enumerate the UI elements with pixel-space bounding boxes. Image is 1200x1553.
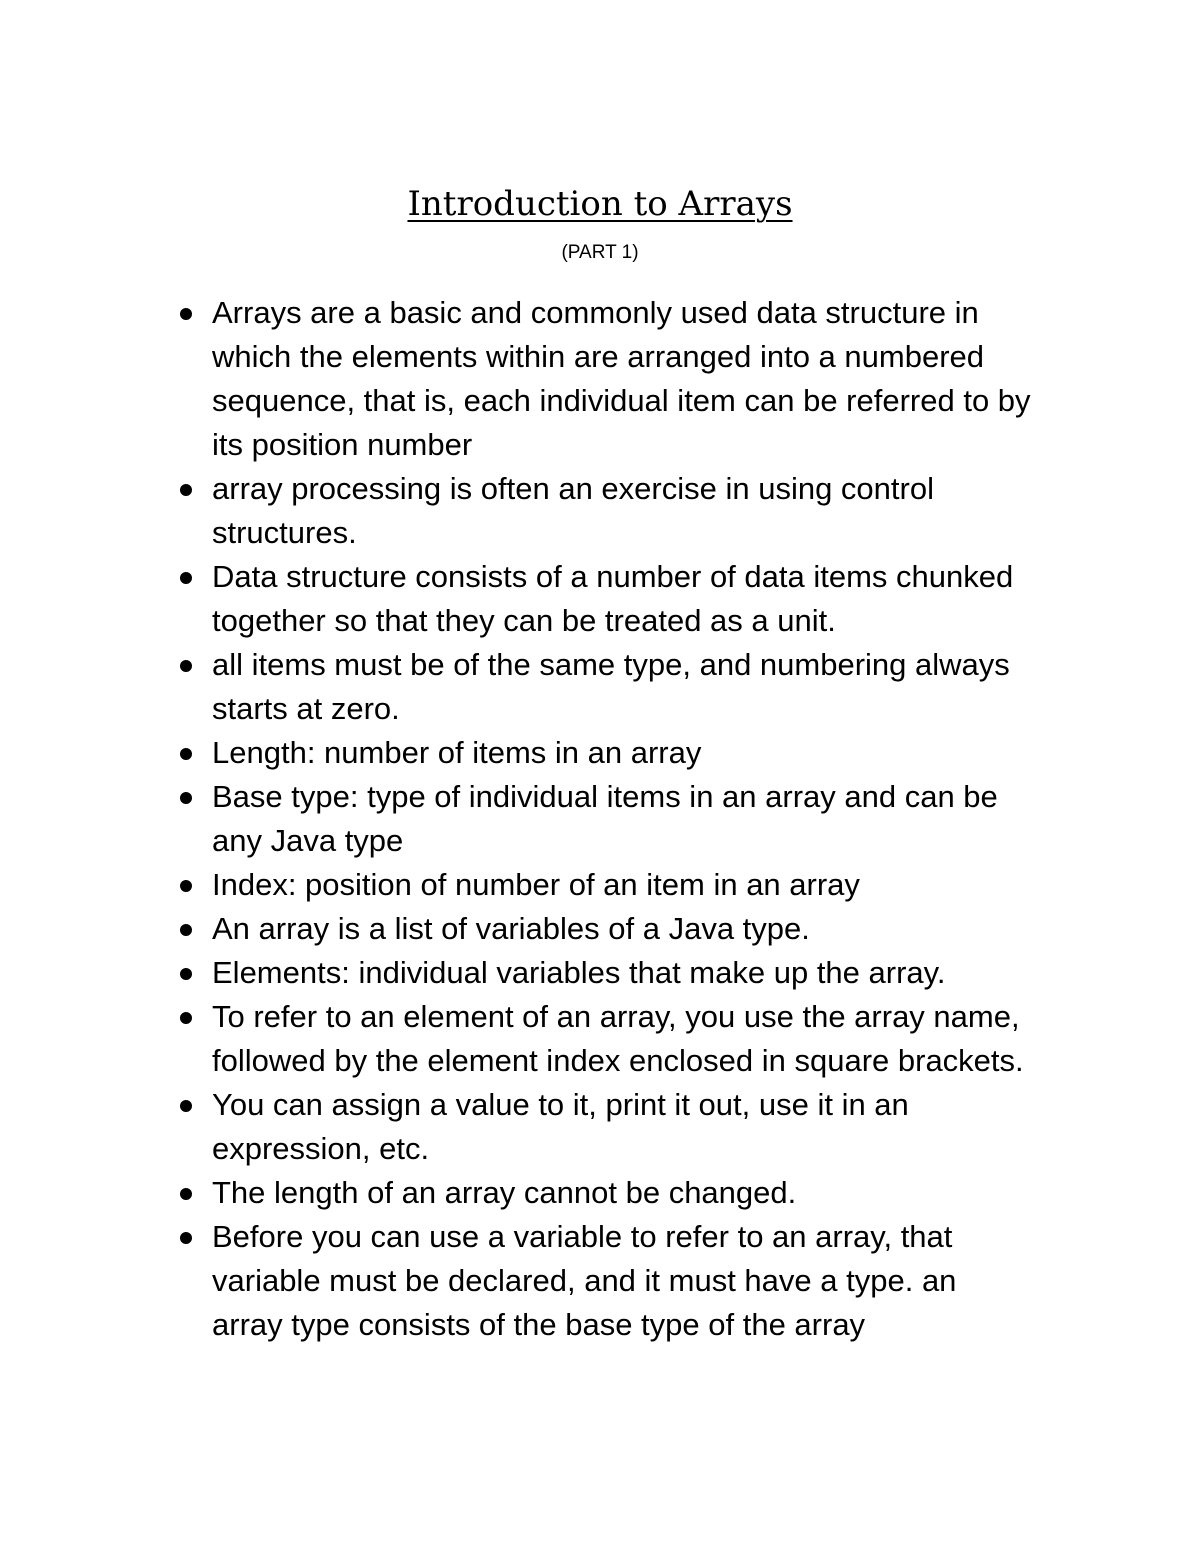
bullet-item: To refer to an element of an array, you use the array name, followed by the element index enclosed in square brackets. (212, 995, 1032, 1083)
page-subtitle: (PART 1) (561, 242, 639, 263)
bullet-item: Index: position of number of an item in an array (212, 863, 1032, 907)
page-title (0, 184, 1200, 224)
page-title-text: Introduction to Arrays (407, 184, 793, 224)
bullet-item: You can assign a value to it, print it out, use it in an expression, etc. (212, 1083, 1032, 1171)
bullet-item: The length of an array cannot be changed. (212, 1171, 1032, 1215)
bullet-item: Elements: individual variables that make up the array. (212, 951, 1032, 995)
bullet-item: Data structure consists of a number of data items chunked together so that they can be treated as a unit. (212, 555, 1032, 643)
bullet-item: all items must be of the same type, and numbering always starts at zero. (212, 643, 1032, 731)
bullet-item: An array is a list of variables of a Java type. (212, 907, 1032, 951)
bullet-item: array processing is often an exercise in using control structures. (212, 467, 1032, 555)
bullet-item: Length: number of items in an array (212, 731, 1032, 775)
bullet-list (212, 291, 1032, 1347)
bullet-item: Base type: type of individual items in an array and can be any Java type (212, 775, 1032, 863)
bullet-item: Before you can use a variable to refer to an array, that variable must be declared, and it must have a type. an array type consists of the base type of the array (212, 1215, 1032, 1347)
bullet-item: Arrays are a basic and commonly used data structure in which the elements within are arranged into a numbered sequence, that is, each individual item can be referred to by its position number (212, 291, 1032, 467)
